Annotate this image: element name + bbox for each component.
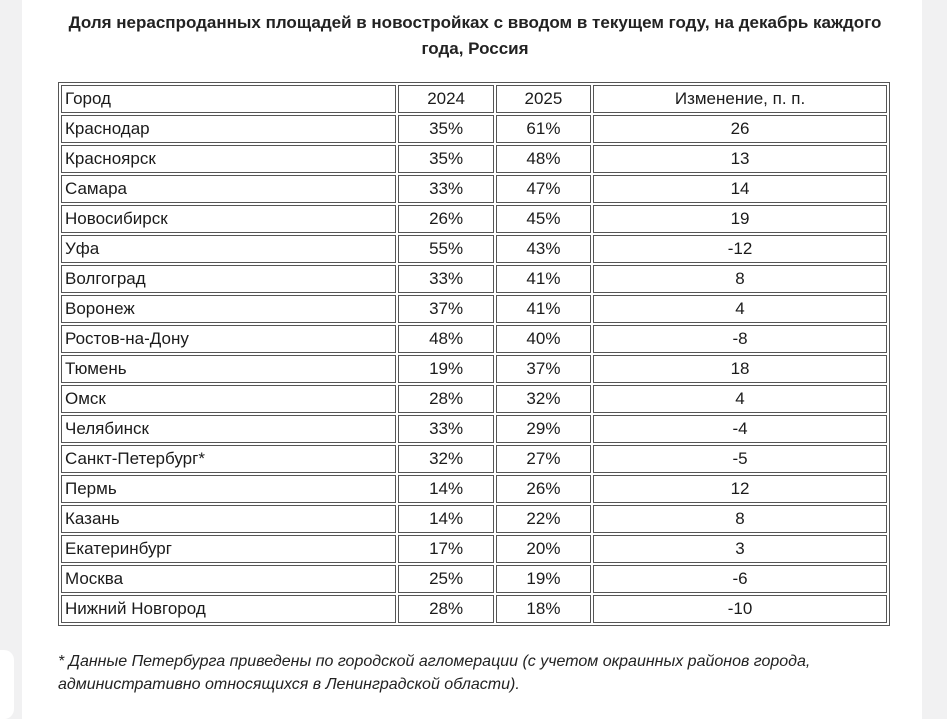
cell-change: -6 [593, 565, 887, 593]
cell-change: 19 [593, 205, 887, 233]
side-panel-tab [0, 650, 14, 719]
table-title: Доля нераспроданных площадей в новостройках с вводом в текущем году, на декабрь каждого года, Россия [68, 13, 882, 58]
table-row [61, 355, 887, 383]
header-2024: 2024 [398, 85, 493, 113]
cell-2024: 33% [398, 415, 493, 443]
cell-2024: 35% [398, 145, 493, 173]
cell-city: Воронеж [61, 295, 396, 323]
cell-change: 8 [593, 505, 887, 533]
cell-2025: 32% [496, 385, 591, 413]
cell-2024: 26% [398, 205, 493, 233]
cell-2025: 45% [496, 205, 591, 233]
table-row [61, 205, 887, 233]
cell-2024: 35% [398, 115, 493, 143]
cell-city: Санкт-Петербург* [61, 445, 396, 473]
header-2025: 2025 [496, 85, 591, 113]
cell-city: Пермь [61, 475, 396, 503]
table-row [61, 475, 887, 503]
cell-2025: 41% [496, 265, 591, 293]
cell-change: 14 [593, 175, 887, 203]
cell-2025: 48% [496, 145, 591, 173]
cell-2024: 17% [398, 535, 493, 563]
cell-2025: 43% [496, 235, 591, 263]
table-header-row [61, 85, 887, 113]
cell-2025: 22% [496, 505, 591, 533]
cell-city: Красноярск [61, 145, 396, 173]
table-row [61, 445, 887, 473]
cell-change: 4 [593, 295, 887, 323]
cell-city: Новосибирск [61, 205, 396, 233]
cell-city: Волгоград [61, 265, 396, 293]
cell-2024: 25% [398, 565, 493, 593]
cell-change: 8 [593, 265, 887, 293]
cell-2024: 14% [398, 475, 493, 503]
table-row [61, 235, 887, 263]
cell-city: Ростов-на-Дону [61, 325, 396, 353]
table-row [61, 595, 887, 623]
cell-2025: 27% [496, 445, 591, 473]
cell-city: Нижний Новгород [61, 595, 396, 623]
table-row [61, 295, 887, 323]
cell-2025: 19% [496, 565, 591, 593]
cell-change: -8 [593, 325, 887, 353]
cell-2025: 40% [496, 325, 591, 353]
cell-2025: 61% [496, 115, 591, 143]
cell-2024: 19% [398, 355, 493, 383]
table-row [61, 565, 887, 593]
cell-city: Москва [61, 565, 396, 593]
article-card [22, 0, 922, 719]
cell-2025: 26% [496, 475, 591, 503]
cell-change: 12 [593, 475, 887, 503]
cell-change: -12 [593, 235, 887, 263]
footnote: * Данные Петербурга приведены по городской агломерации (с учетом окраинных районов города, административно относящихся в Ленинградской области). [58, 653, 811, 693]
table-row [61, 505, 887, 533]
cell-2024: 37% [398, 295, 493, 323]
cell-city: Самара [61, 175, 396, 203]
cell-city: Тюмень [61, 355, 396, 383]
table-row [61, 175, 887, 203]
cell-change: -4 [593, 415, 887, 443]
table-body [61, 115, 887, 623]
cell-2025: 37% [496, 355, 591, 383]
header-city: Город [61, 85, 396, 113]
cell-change: 26 [593, 115, 887, 143]
cell-city: Уфа [61, 235, 396, 263]
cell-2025: 29% [496, 415, 591, 443]
cell-change: -10 [593, 595, 887, 623]
cell-2024: 48% [398, 325, 493, 353]
cell-change: 18 [593, 355, 887, 383]
table-row [61, 115, 887, 143]
header-change: Изменение, п. п. [593, 85, 887, 113]
table-row [61, 145, 887, 173]
cell-2024: 33% [398, 175, 493, 203]
cell-city: Екатеринбург [61, 535, 396, 563]
cell-2024: 32% [398, 445, 493, 473]
data-table [58, 82, 890, 626]
table-row [61, 325, 887, 353]
table-row [61, 385, 887, 413]
cell-change: 3 [593, 535, 887, 563]
cell-city: Омск [61, 385, 396, 413]
cell-2025: 47% [496, 175, 591, 203]
table-row [61, 265, 887, 293]
cell-2025: 41% [496, 295, 591, 323]
cell-city: Челябинск [61, 415, 396, 443]
cell-change: 13 [593, 145, 887, 173]
cell-city: Краснодар [61, 115, 396, 143]
cell-2024: 33% [398, 265, 493, 293]
cell-2024: 28% [398, 385, 493, 413]
table-row [61, 535, 887, 563]
cell-2024: 55% [398, 235, 493, 263]
cell-change: 4 [593, 385, 887, 413]
table-row [61, 415, 887, 443]
cell-2025: 18% [496, 595, 591, 623]
cell-2024: 28% [398, 595, 493, 623]
cell-city: Казань [61, 505, 396, 533]
cell-2024: 14% [398, 505, 493, 533]
cell-change: -5 [593, 445, 887, 473]
cell-2025: 20% [496, 535, 591, 563]
